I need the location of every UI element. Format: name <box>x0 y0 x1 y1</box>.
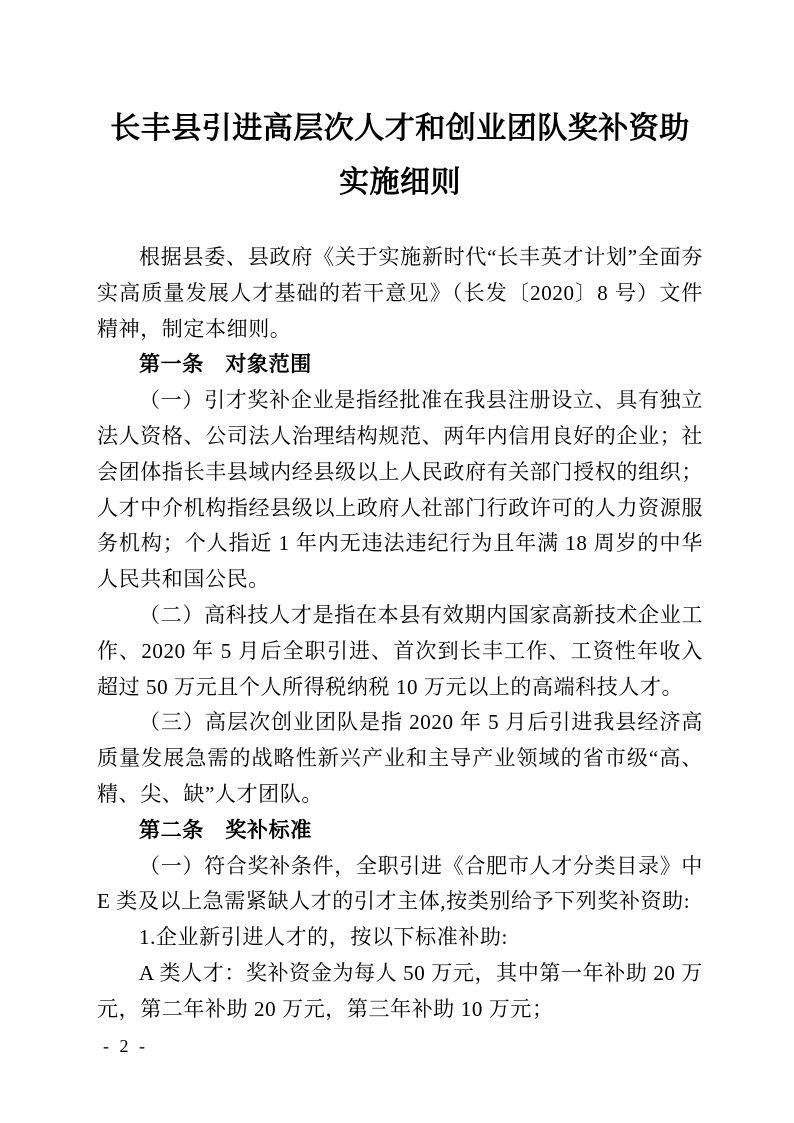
document-title <box>97 102 703 210</box>
page-number: - 2 - <box>103 1036 148 1056</box>
paragraph: 根据县委、县政府《关于实施新时代“长丰英才计划”全面夯实高质量发展人才基础的若干意见》（长发〔2020〕8 号）文件精神，制定本细则。 <box>97 245 703 341</box>
paragraph: （一）引才奖补企业是指经批准在我县注册设立、具有独立法人资格、公司法人治理结构规范、两年内信用良好的企业；社会团体指长丰县域内经县级以上人民政府有关部门授权的组织；人才中介机构指经县级以上政府人社部门行政许可的人力资源服务机构；个人指近 1 年内无违法违纪行为且年满 18 周岁的中华人民共和国公民。 <box>97 388 703 592</box>
paragraph: （一）符合奖补条件，全职引进《合肥市人才分类目录》中 E 类及以上急需紧缺人才的引才主体,按类别给予下列奖补资助: <box>97 853 703 914</box>
paragraph: 1.企业新引进人才的，按以下标准补助: <box>139 925 508 950</box>
document-title-line-1: 长丰县引进高层次人才和创业团队奖补资助 <box>110 112 690 145</box>
document-content <box>97 0 703 1028</box>
section-heading: 第一条 对象范围 <box>139 352 312 377</box>
paragraph: （三）高层次创业团队是指 2020 年 5 月后引进我县经济高质量发展急需的战略性新兴产业和主导产业领域的省市级“高、精、尖、缺”人才团队。 <box>97 710 703 806</box>
section-heading: 第二条 奖补标准 <box>139 817 312 842</box>
paragraph: （二）高科技人才是指在本县有效期内国家高新技术企业工作、2020 年 5 月后全职引进、首次到长丰工作、工资性年收入超过 50 万元且个人所得税纳税 10 万元以上的高端科技人才。 <box>97 602 703 699</box>
paragraph: A 类人才：奖补资金为每人 50 万元，其中第一年补助 20 万元，第二年补助 20 万元，第三年补助 10 万元； <box>97 960 703 1021</box>
document-title-line-2: 实施细则 <box>339 166 461 199</box>
document-body <box>97 240 703 1028</box>
